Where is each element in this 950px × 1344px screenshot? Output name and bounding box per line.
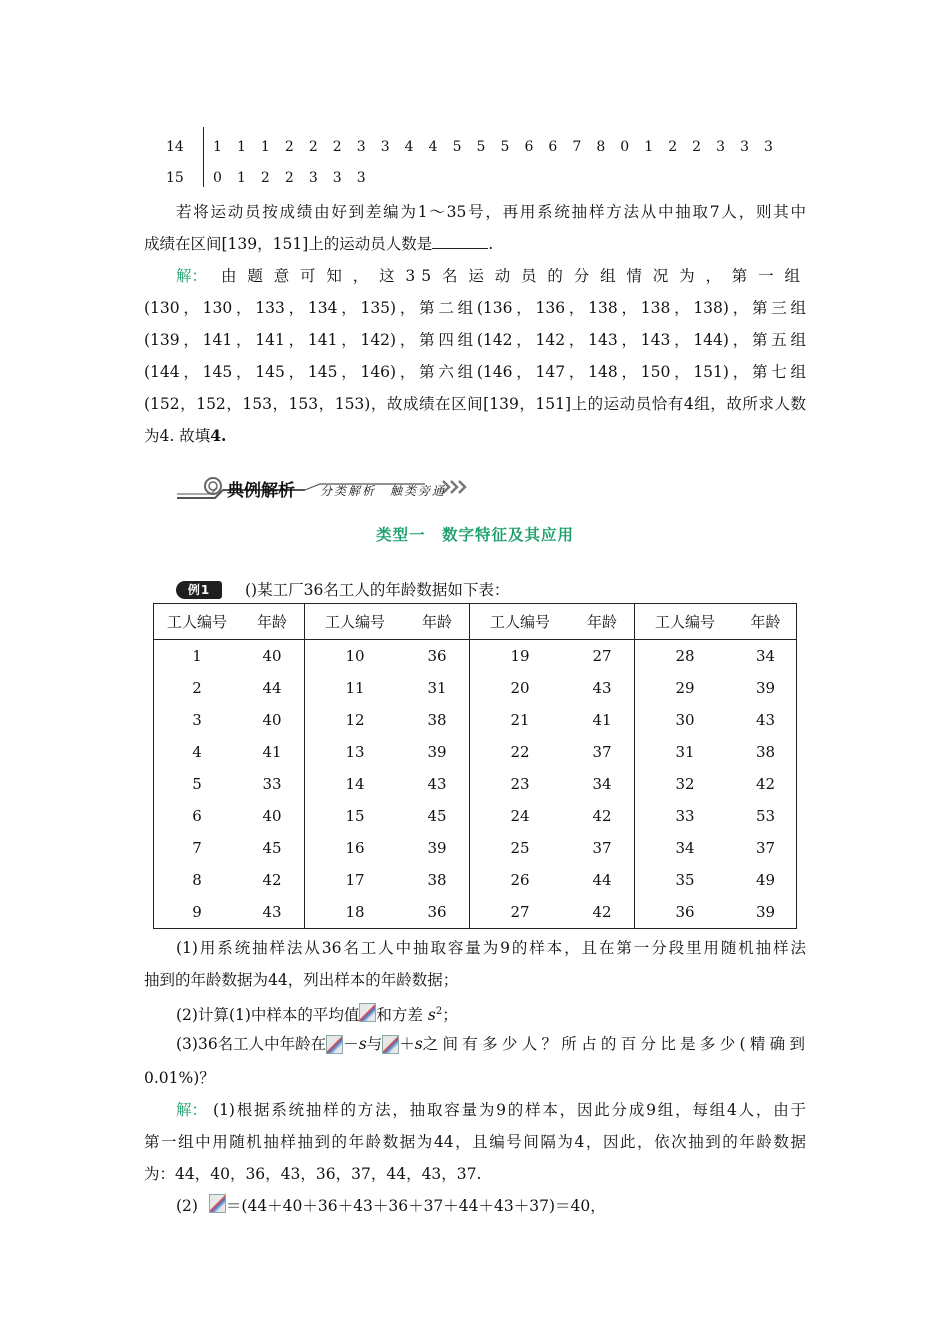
table-cell: 43: [427, 775, 447, 793]
header-worker-id: 工人编号: [305, 604, 406, 640]
table-cell: 44: [262, 679, 282, 697]
table-cell: 38: [427, 711, 447, 729]
table-cell: 39: [755, 679, 776, 697]
question-2-text: (2)计算(1)中样本的平均值: [176, 1006, 360, 1025]
table-cell: 3: [192, 711, 202, 729]
table-cell: 2: [192, 679, 202, 697]
table-cell: 9: [192, 903, 202, 921]
table-cell: 53: [755, 807, 776, 825]
solution1-line-4: (144，145，145，145，146)，第六组(146，147，148，150，151)，第七组: [144, 363, 806, 381]
table-cell: 39: [427, 743, 447, 761]
table-cell: 21: [470, 704, 571, 736]
leaves-14: 1 1 1 2 2 2 3 3 4 4 5 5 5 6 6 7 8 0 1 2 2 3 3 3: [213, 139, 779, 155]
table-cell: 36: [427, 903, 447, 921]
problem-line-2-text: 成绩在区间[139，151]上的运动员人数是: [144, 235, 433, 253]
solution2-line-1: (1)根据系统抽样的方法，抽取容量为9的样本，因此分成9组，每组4人，由于: [213, 1101, 806, 1119]
table-cell: 23: [470, 768, 571, 800]
table-cell: 37: [592, 743, 612, 761]
table-cell: 25: [470, 832, 571, 864]
table-cell: 14: [305, 768, 406, 800]
table-cell: 34: [635, 832, 736, 864]
example-badge: 例1: [176, 581, 222, 599]
table-cell: 13: [305, 736, 406, 768]
stem-leaf-divider: [203, 127, 204, 187]
header-worker-id: 工人编号: [154, 604, 241, 640]
section-banner: [175, 472, 505, 502]
solution1-label: 解：: [176, 267, 208, 285]
header-age: 年龄: [735, 604, 797, 640]
table-cell: 24: [470, 800, 571, 832]
solution1-line-3: (139，141，141，141，142)，第四组(142，142，143，143，144)，第五组: [144, 331, 806, 349]
table-cell: 20: [470, 672, 571, 704]
table-cell: 35: [635, 864, 736, 896]
std-symbol: s: [414, 1035, 423, 1053]
table-row: [154, 864, 797, 896]
table-cell: 42: [592, 903, 612, 921]
table-cell: 39: [427, 839, 447, 857]
minus-sign: －: [343, 1035, 359, 1053]
mean-symbol-image: [382, 1035, 399, 1054]
table-cell: 1: [192, 647, 202, 665]
table-cell: 49: [755, 871, 776, 889]
table-cell: 37: [755, 839, 776, 857]
table-cell: 38: [427, 871, 447, 889]
header-worker-id: 工人编号: [470, 604, 571, 640]
banner-subtitle: 分类解析 触类旁通: [320, 484, 447, 498]
table-cell: 6: [192, 807, 202, 825]
table-cell: 7: [192, 839, 202, 857]
question-2-end: ；: [442, 1006, 458, 1025]
table-cell: 45: [262, 839, 282, 857]
answer-blank: [432, 233, 488, 249]
table-cell: 8: [192, 871, 202, 889]
example-intro: ()某工厂36名工人的年龄数据如下表：: [245, 581, 510, 599]
solution1-line-2: (130，130，133，134，135)，第二组(136，136，138，138，138)，第三组: [144, 299, 806, 317]
table-cell: 31: [635, 736, 736, 768]
question-3-and: 与: [366, 1035, 383, 1053]
table-cell: 18: [305, 896, 406, 929]
table-cell: 38: [755, 743, 776, 761]
variance-symbol: s: [427, 1006, 436, 1025]
table-cell: 41: [592, 711, 612, 729]
table-cell: 29: [635, 672, 736, 704]
table-cell: 16: [305, 832, 406, 864]
table-cell: 30: [635, 704, 736, 736]
mean-symbol-image: [359, 1003, 376, 1022]
table-cell: 34: [592, 775, 612, 793]
table-row: [154, 640, 797, 673]
solution1-line-6-text: 为4. 故填: [144, 427, 211, 445]
table-cell: 26: [470, 864, 571, 896]
table-cell: 43: [755, 711, 776, 729]
problem-line-2-end: .: [488, 235, 494, 253]
question-2-mid: 和方差: [376, 1006, 423, 1025]
table-row: [154, 896, 797, 929]
worker-age-table: [153, 603, 797, 929]
table-cell: 45: [427, 807, 447, 825]
problem-line-2: [144, 228, 493, 260]
table-cell: 22: [470, 736, 571, 768]
header-age: 年龄: [240, 604, 305, 640]
question-3-line-1: [176, 1028, 806, 1060]
table-cell: 39: [755, 903, 776, 921]
table-cell: 42: [262, 871, 282, 889]
question-3-rest: 之间有多少人？所占的百分比是多少(精确到: [422, 1035, 806, 1053]
banner-title: 典例解析: [227, 481, 295, 501]
solution2-line-4-formula: ＝(44＋40＋36＋43＋36＋37＋44＋43＋37)＝40，: [225, 1197, 606, 1215]
header-age: 年龄: [570, 604, 635, 640]
solution2-first-line: [176, 1094, 806, 1126]
table-cell: 15: [305, 800, 406, 832]
table-cell: 40: [262, 711, 282, 729]
header-age: 年龄: [405, 604, 470, 640]
table-cell: 27: [470, 896, 571, 929]
question-2: [176, 996, 458, 1031]
table-cell: 33: [635, 800, 736, 832]
table-cell: 44: [592, 871, 612, 889]
table-cell: 36: [427, 647, 447, 665]
question-3-line-2: 0.01%)？: [144, 1069, 215, 1087]
table-cell: 43: [592, 679, 612, 697]
question-1-line-1: (1)用系统抽样法从36名工人中抽取容量为9的样本，且在第一分段里用随机抽样法: [176, 939, 806, 957]
solution2-line-4: [176, 1190, 606, 1222]
solution1-first-line: [176, 260, 806, 292]
table-cell: 41: [262, 743, 282, 761]
table-row: [154, 704, 797, 736]
table-cell: 40: [262, 807, 282, 825]
table-cell: 5: [192, 775, 202, 793]
table-cell: 4: [192, 743, 202, 761]
table-cell: 43: [262, 903, 282, 921]
std-symbol: s: [358, 1035, 367, 1053]
table-cell: 31: [427, 679, 447, 697]
solution2-line-3: 为：44，40，36，43，36，37，44，43，37.: [144, 1165, 482, 1183]
solution2-line-4-label: (2): [176, 1197, 198, 1215]
table-cell: 42: [592, 807, 612, 825]
table-cell: 12: [305, 704, 406, 736]
table-cell: 17: [305, 864, 406, 896]
table-cell: 19: [470, 640, 571, 673]
leaves-15: 0 1 2 2 3 3 3: [213, 170, 371, 186]
header-worker-id: 工人编号: [635, 604, 736, 640]
table-cell: 11: [305, 672, 406, 704]
table-row: [154, 736, 797, 768]
table-cell: 27: [592, 647, 612, 665]
mean-symbol-image: [209, 1194, 226, 1213]
solution1-line-5: (152，152，153，153，153)，故成绩在区间[139，151]上的运动员恰有4组，故所求人数: [144, 395, 806, 413]
table-cell: 36: [635, 896, 736, 929]
table-row: [154, 832, 797, 864]
solution2-line-2: 第一组中用随机抽样抽到的年龄数据为44，且编号间隔为4，因此，依次抽到的年龄数据: [144, 1133, 806, 1151]
table-row: [154, 672, 797, 704]
stem-14: 14: [166, 139, 184, 155]
table-cell: 33: [262, 775, 282, 793]
table-cell: 10: [305, 640, 406, 673]
solution1-answer: 4.: [210, 426, 227, 445]
question-1-line-2: 抽到的年龄数据为44，列出样本的年龄数据；: [144, 971, 459, 989]
variance-exponent: 2: [435, 1006, 443, 1017]
solution1-line-6: [144, 420, 226, 452]
solution1-line-1: 由题意可知，这35名运动员的分组情况为，第一组: [221, 267, 806, 285]
table-cell: 40: [262, 647, 282, 665]
question-3-text: (3)36名工人中年龄在: [176, 1035, 327, 1053]
table-cell: 28: [635, 640, 736, 673]
solution2-label: 解：: [176, 1101, 208, 1119]
table-cell: 42: [755, 775, 776, 793]
mean-symbol-image: [326, 1035, 343, 1054]
plus-sign: ＋: [399, 1035, 415, 1053]
table-header-row: [154, 604, 797, 640]
table-row: [154, 800, 797, 832]
problem-line-1: 若将运动员按成绩由好到差编为1～35号，再用系统抽样方法从中抽取7人，则其中: [176, 203, 806, 221]
table-row: [154, 768, 797, 800]
table-cell: 34: [755, 647, 776, 665]
table-cell: 37: [592, 839, 612, 857]
type-heading: 类型一 数字特征及其应用: [375, 525, 574, 544]
stem-15: 15: [166, 170, 184, 186]
table-cell: 32: [635, 768, 736, 800]
